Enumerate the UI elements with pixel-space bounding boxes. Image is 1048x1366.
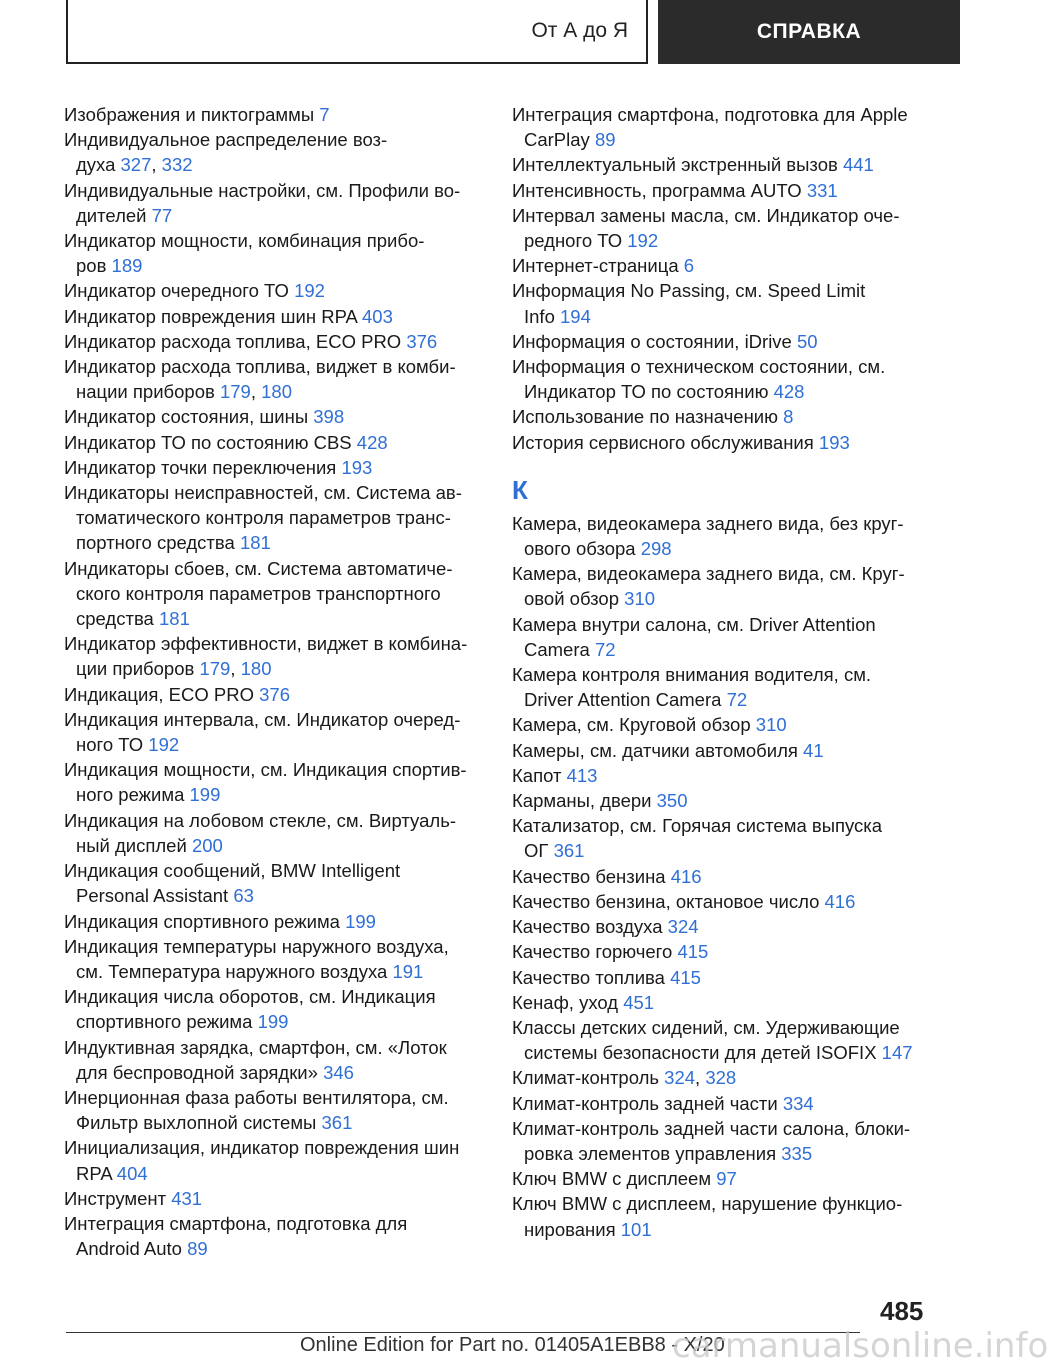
entry-text: портного средства [76,532,240,554]
index-entry [64,1035,476,1085]
entry-text: Индикация температуры наружного воздуха, [64,935,449,957]
entry-text: Индикатор точки переключения [64,456,342,478]
entry-text: редного ТО [524,230,628,252]
entry-text: Камеры, см. датчики автомобиля [512,739,804,761]
page-link[interactable]: 298 [640,538,672,560]
index-entry: Климат-контроль 324, 328 [512,1067,737,1089]
page-link[interactable]: 413 [566,764,598,786]
entry-text: Индикатор ТО по состоянию [524,381,774,403]
entry-text: нации приборов [76,381,220,403]
page-link[interactable]: 192 [627,230,659,252]
entry-text: Personal Assistant [76,885,234,907]
entry-text: История сервисного обслуживания [512,431,819,453]
page-link[interactable]: 192 [294,280,325,302]
index-entry [512,178,932,203]
entry-text: Индикатор ТО по состоянию CBS [64,431,357,453]
entry-text: системы безопасности для детей ISOFIX [524,1042,882,1064]
entry-text: Фильтр выхлопной системы [76,1112,322,1134]
entry-text: Ключ BMW с дисплеем, нарушение функцио- [512,1193,903,1215]
entry-text: Интеллектуальный экстренный вызов [512,154,843,176]
entry-text: Индикация на лобовом стекле, см. Виртуаль- [64,809,456,831]
page-link[interactable]: 50 [797,330,818,352]
page-link[interactable]: 361 [553,840,585,862]
page-link[interactable]: 199 [189,784,221,806]
page-link[interactable]: 398 [313,406,345,428]
entry-text: Индикатор эффективности, виджет в комбина- [64,633,468,655]
entry-text: ного ТО [76,734,149,756]
entry-text: Индикация числа оборотов, см. Индикация [64,986,436,1008]
entry-text: Информация о состоянии, iDrive [512,330,797,352]
tab-a-to-z[interactable]: От А до Я [66,0,648,64]
entry-text: ского контроля параметров транспортного [76,582,441,604]
entry-text: Ключ BMW с дисплеем [512,1168,717,1190]
page-link[interactable]: 331 [806,179,838,201]
entry-text: нирования [524,1218,621,1240]
page-link[interactable]: 361 [321,1112,353,1134]
entry-text: Качество воздуха [512,916,668,938]
entry-text: Изображения и пиктограммы [64,104,320,125]
index-entry [64,228,476,278]
page-link[interactable]: 41 [803,739,824,761]
entry-text: Android Auto [76,1238,188,1260]
index-entry [512,152,932,177]
page-link[interactable]: 147 [881,1042,913,1064]
index-entry [64,707,476,757]
index-entry [64,934,476,984]
index-entry [512,561,932,611]
entry-text: Классы детских сидений, см. Удерживающие [512,1016,900,1038]
page-link[interactable]: 328 [705,1067,737,1089]
page-link[interactable]: 97 [716,1168,737,1190]
index-entry [64,430,476,455]
entry-text: Интенсивность, программа AUTO [512,179,807,201]
entry-text: Индикатор очередного ТО [64,280,295,302]
page-link[interactable]: 179 [199,658,231,680]
index-entry [64,556,476,632]
index-entry [512,965,932,990]
index-entry [512,511,932,561]
entry-text: Карманы, двери [512,790,657,812]
entry-text: Индивидуальное распределение воз- [64,129,388,151]
index-entry [512,788,932,813]
entry-text: Интеграция смартфона, подготовка для [64,1212,408,1234]
entry-text: Камера внутри салона, см. Driver Attention [512,613,876,635]
index-entry [512,1015,932,1065]
page-link[interactable]: 327 [120,154,152,176]
index-entry [512,662,932,712]
page-link[interactable]: 7 [319,104,330,125]
index-entry [512,404,932,429]
page-link[interactable]: 324 [667,916,699,938]
index-entry [512,712,932,737]
page-link[interactable]: 334 [782,1092,814,1114]
entry-text: Климат-контроль задней части [512,1092,783,1114]
page-link[interactable]: 199 [257,1011,289,1033]
index-entry [512,889,932,914]
entry-text: Индикатор расхода топлива, ECO PRO [64,330,407,352]
index-entry [512,864,932,889]
entry-text: овой обзор [524,588,625,610]
entry-text: Индивидуальные настройки, см. Профили во- [64,179,461,201]
index-entry [512,612,932,662]
entry-text: Индикатор повреждения шин RPA [64,305,362,327]
page-link[interactable]: 181 [239,532,271,554]
page-link[interactable]: 416 [670,865,702,887]
page-link[interactable]: 415 [670,966,701,988]
page-link[interactable]: 346 [323,1061,354,1083]
page-link[interactable]: 189 [111,255,143,277]
entry-text: Индикаторы сбоев, см. Система автоматиче- [64,557,453,579]
index-entry [64,858,476,908]
page-link[interactable]: 6 [683,255,695,277]
entry-text: CarPlay [524,129,595,151]
section-letter-k: К [512,474,528,505]
entry-text: Info [524,305,560,327]
entry-text: Качество горючего [512,941,678,963]
index-entry [512,813,932,863]
entry-text: Информация о техническом состоянии, см. [512,356,886,378]
page-link[interactable]: 180 [240,658,272,680]
entry-text: духа [76,154,121,176]
entry-text: Кенаф, уход [512,991,624,1013]
index-entry [64,102,476,127]
entry-text: Качество бензина, октановое число [512,890,825,912]
index-entry [512,329,932,354]
index-entry [64,757,476,807]
page-link[interactable]: 192 [148,734,180,756]
entry-text: Индикация интервала, см. Индикатор очеред- [64,708,461,730]
page-link[interactable]: 441 [842,154,874,176]
index-entry [64,1085,476,1135]
index-entry [64,178,476,228]
index-entry: Индикатор эффективности, виджет в комбина- ции приборов 179, 180 [64,633,468,680]
entry-text: Индикатор состояния, шины [64,406,314,428]
index-entry [64,329,476,354]
entry-text: Индикация мощности, см. Индикация спортив- [64,759,467,781]
entry-text: Driver Attention Camera [524,689,727,711]
entry-text: Индикаторы неисправностей, см. Система ав- [64,482,462,504]
index-entry: Индикатор расхода топлива, виджет в комби- нации приборов 179, 180 [64,356,456,403]
index-entry [64,304,476,329]
entry-text: Камера контроля внимания водителя, см. [512,664,872,686]
entry-text: Использование по назначению [512,406,784,428]
page-link[interactable]: 310 [624,588,656,610]
page-number: 485 [880,1296,924,1326]
page-link[interactable]: 193 [818,431,850,453]
page-link[interactable]: 403 [362,305,393,327]
index-entry [512,430,932,455]
entry-text: Camera [524,638,595,660]
page-link[interactable]: 63 [233,885,254,907]
index-entry [64,278,476,303]
index-entry [64,1135,476,1185]
index-entry [64,682,476,707]
index-entry [512,253,932,278]
entry-text: дителей [76,204,152,226]
entry-text: Качество топлива [512,966,671,988]
page-link[interactable]: 415 [677,941,709,963]
page-link[interactable]: 72 [726,689,748,711]
page-link[interactable]: 335 [781,1142,813,1164]
page-link[interactable]: 376 [406,330,438,352]
index-entry [64,1186,476,1211]
entry-text: Индикация сообщений, BMW Intelligent [64,860,401,882]
index-column-left [64,102,476,1261]
index-entry [64,808,476,858]
index-entry [512,1166,932,1191]
entry-text: ров [76,255,112,277]
index-entry [64,909,476,934]
index-entry [64,404,476,429]
watermark: carmanualsonline.info [672,1326,1048,1366]
entry-text: ового обзора [524,538,641,560]
entry-text: Катализатор, см. Горячая система выпуска [512,815,883,837]
index-group-i [512,102,932,455]
entry-text: ции приборов [76,658,200,680]
page-link[interactable]: 77 [151,204,173,226]
page-link[interactable]: 404 [116,1162,148,1184]
entry-text: Интернет-страница [512,255,684,277]
entry-text: Индикатор мощности, комбинация прибо- [64,230,425,252]
page-link[interactable]: 376 [259,683,290,705]
page-link[interactable]: 428 [773,381,805,403]
page-link[interactable]: 199 [345,910,376,932]
page-link[interactable]: 101 [620,1218,652,1240]
page-link[interactable]: 428 [356,431,388,453]
entry-text: Камера, видеокамера заднего вида, без круг- [512,512,904,534]
index-entry [512,738,932,763]
entry-text: Качество бензина [512,865,671,887]
entry-text: Климат-контроль [512,1067,665,1089]
entry-text: Индикация, ECO PRO [64,683,260,705]
entry-text: Камера, см. Круговой обзор [512,714,756,736]
entry-text: Инерционная фаза работы вентилятора, см. [64,1086,449,1108]
page-link[interactable]: 181 [159,608,190,630]
index-entry [64,1211,476,1261]
entry-text: Индикация спортивного режима [64,910,346,932]
index-column-right [512,102,932,1242]
entry-text: средства [76,608,159,630]
index-entry [512,1116,932,1166]
index-entry [512,102,932,152]
entry-text: Информация No Passing, см. Speed Limit [512,280,866,302]
page-link[interactable]: 179 [219,381,251,403]
page-link[interactable]: 200 [191,834,223,856]
index-entry [64,480,476,556]
page-link[interactable]: 332 [161,154,193,176]
entry-text: томатического контроля параметров транс- [76,507,451,529]
page-link[interactable]: 180 [261,381,293,403]
entry-text: Инструмент [64,1187,172,1209]
entry-text: ного режима [76,784,190,806]
entry-text: ровка элементов управления [524,1142,782,1164]
page-link[interactable]: 193 [341,456,373,478]
index-entry [64,455,476,480]
index-entry [512,939,932,964]
entry-text: спортивного режима [76,1011,258,1033]
page-link[interactable]: 72 [594,638,616,660]
index-entry [512,763,932,788]
entry-text: Камера, видеокамера заднего вида, см. Круг- [512,563,905,585]
entry-text: ОГ [524,840,554,862]
tab-reference[interactable]: СПРАВКА [658,0,960,64]
entry-text: Климат-контроль задней части салона, блоки- [512,1117,911,1139]
entry-text: Инициализация, индикатор повреждения шин [64,1137,460,1159]
index-entry [512,354,932,404]
entry-text: Интервал замены масла, см. Индикатор оче- [512,204,900,226]
entry-text: Индуктивная зарядка, смартфон, см. «Лоток [64,1036,447,1058]
index-entry [512,203,932,253]
index-entry [512,990,932,1015]
index-entry [512,1191,932,1241]
index-entry [512,1091,932,1116]
page-link[interactable]: 8 [783,406,794,428]
page-link[interactable]: 451 [623,991,655,1013]
page-link[interactable]: 350 [656,790,688,812]
index-group-k [512,511,932,1242]
index-entry: Индивидуальное распределение воз- духа 327, 332 [64,129,388,176]
index-entry [512,914,932,939]
edition-footer: Online Edition for Part no. 01405A1EBB8 - X/20 [300,1334,725,1356]
page-link[interactable]: 194 [560,305,591,327]
entry-text: для беспроводной зарядки» [76,1061,324,1083]
entry-text: RPA [76,1162,117,1184]
page-link[interactable]: 431 [171,1187,203,1209]
page-link[interactable]: 310 [755,714,787,736]
entry-text: ный дисплей [76,834,192,856]
index-entry [64,984,476,1034]
page-link[interactable]: 89 [187,1238,208,1260]
page-link[interactable]: 89 [594,129,616,151]
page-link[interactable]: 191 [392,960,424,982]
entry-text: Капот [512,764,567,786]
entry-text: см. Температура наружного воздуха [76,960,393,982]
page-link[interactable]: 324 [664,1067,696,1089]
entry-text: Интеграция смартфона, подготовка для Apple [512,104,908,125]
page-link[interactable]: 416 [824,890,856,912]
page-header [0,0,960,66]
index-entry [512,278,932,328]
entry-text: Индикатор расхода топлива, виджет в комби- [64,356,456,378]
